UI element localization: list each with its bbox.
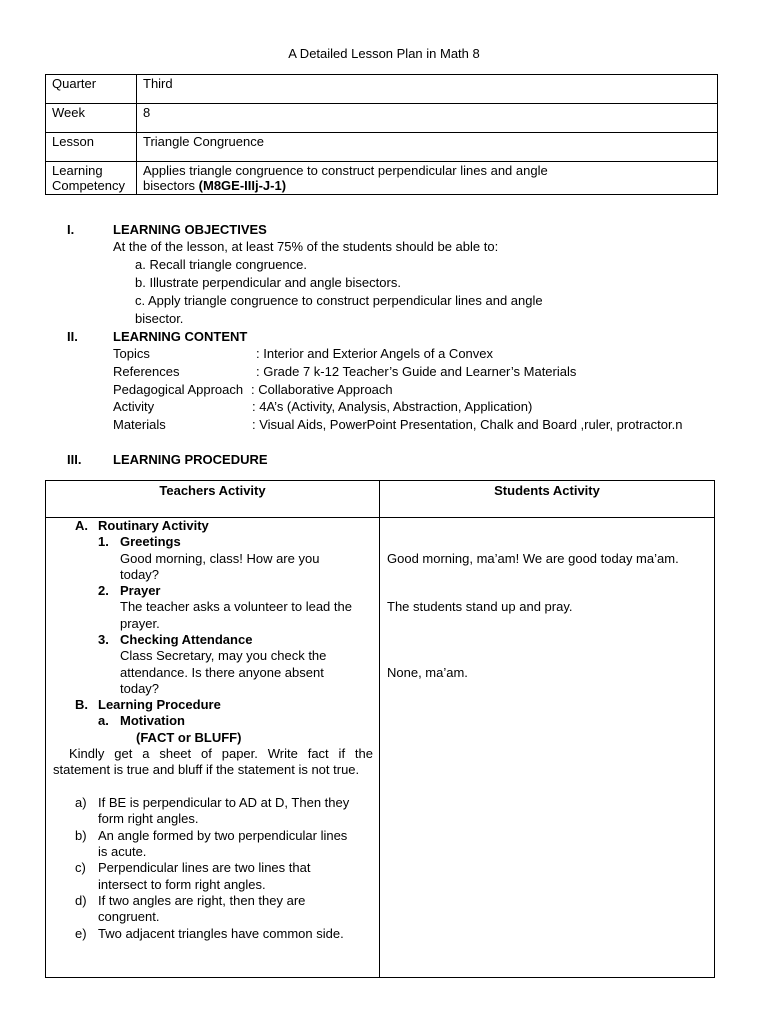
competency-label-line2: Competency: [52, 178, 125, 193]
routinary-activity-title: Routinary Activity: [98, 518, 209, 533]
lesson-label: Lesson: [46, 133, 137, 162]
motivation-instruction: Kindly get a sheet of paper. Write fact if the statement is true and bluff if the statement is not true.: [53, 746, 373, 778]
competency-label: [46, 162, 137, 195]
greetings-text-line1: Good morning, class! How are you: [120, 551, 320, 566]
statement-c-line1: Perpendicular lines are two lines that: [98, 860, 311, 875]
activity-label: Activity: [113, 399, 155, 414]
attendance-text-line3: today?: [120, 681, 160, 696]
prayer-marker: 2.: [98, 583, 109, 598]
greetings-title: Greetings: [120, 534, 181, 549]
objective-b: b. Illustrate perpendicular and angle bisectors.: [135, 275, 401, 290]
quarter-value: Third: [137, 75, 718, 104]
materials-value: : Visual Aids, PowerPoint Presentation, Chalk and Board ,ruler, protractor.n: [252, 417, 683, 432]
activity-value: : 4A’s (Activity, Analysis, Abstraction, Application): [252, 399, 533, 414]
approach-value: : Collaborative Approach: [251, 382, 393, 397]
objective-c: c. Apply triangle congruence to construct perpendicular lines and angle: [135, 293, 543, 308]
objective-c-continued: bisector.: [135, 311, 184, 326]
quarter-row: [46, 75, 718, 104]
prayer-text-line1: The teacher asks a volunteer to lead the: [120, 599, 352, 614]
procedure-table: [45, 480, 715, 978]
statement-a-line1: If BE is perpendicular to AD at D, Then they: [98, 795, 350, 810]
prayer-title: Prayer: [120, 583, 161, 598]
topics-value: : Interior and Exterior Angels of a Convex: [256, 346, 494, 361]
statement-e-line1: Two adjacent triangles have common side.: [98, 926, 344, 941]
competency-row: [46, 162, 718, 195]
references-label: References: [113, 364, 180, 379]
document-title: A Detailed Lesson Plan in Math 8: [288, 46, 480, 61]
statement-e-marker: e): [75, 926, 87, 941]
objectives-intro: At the of the lesson, at least 75% of the students should be able to:: [113, 239, 499, 254]
week-row: [46, 104, 718, 133]
attendance-text-line1: Class Secretary, may you check the: [120, 648, 327, 663]
competency-value: [137, 162, 718, 195]
routinary-marker: A.: [75, 518, 88, 533]
competency-code: (M8GE-IIIj-J-1): [198, 178, 287, 193]
topics-label: Topics: [113, 346, 150, 361]
lesson-value: Triangle Congruence: [137, 133, 718, 162]
student-prayer-response: The students stand up and pray.: [387, 599, 573, 614]
statement-a-line2: form right angles.: [98, 811, 199, 826]
week-label: Week: [46, 104, 137, 133]
procedure-number: III.: [67, 452, 82, 467]
objectives-title: LEARNING OBJECTIVES: [113, 222, 267, 237]
statement-c-marker: c): [75, 860, 86, 875]
statement-d-line1: If two angles are right, then they are: [98, 893, 306, 908]
teachers-activity-header: Teachers Activity: [159, 483, 266, 498]
learning-procedure-title: Learning Procedure: [98, 697, 221, 712]
motivation-marker: a.: [98, 713, 109, 728]
competency-text-line1: Applies triangle congruence to construct perpendicular lines and angle: [143, 163, 548, 178]
learning-procedure-marker: B.: [75, 697, 88, 712]
student-greeting-response: Good morning, ma’am! We are good today ma’am.: [387, 551, 679, 566]
statement-c-line2: intersect to form right angles.: [98, 877, 266, 892]
statement-b-marker: b): [75, 828, 87, 843]
motivation-title: Motivation: [120, 713, 185, 728]
student-attendance-response: None, ma’am.: [387, 665, 468, 680]
quarter-label: Quarter: [46, 75, 137, 104]
greetings-marker: 1.: [98, 534, 109, 549]
greetings-text-line2: today?: [120, 567, 160, 582]
column-divider: [379, 481, 380, 977]
statement-b-line1: An angle formed by two perpendicular lines: [98, 828, 348, 843]
objectives-number: I.: [67, 222, 75, 237]
attendance-title: Checking Attendance: [120, 632, 253, 647]
prayer-text-line2: prayer.: [120, 616, 160, 631]
statement-d-marker: d): [75, 893, 87, 908]
week-value: 8: [137, 104, 718, 133]
lesson-row: [46, 133, 718, 162]
attendance-marker: 3.: [98, 632, 109, 647]
content-title: LEARNING CONTENT: [113, 329, 248, 344]
procedure-title: LEARNING PROCEDURE: [113, 452, 268, 467]
statement-a-marker: a): [75, 795, 87, 810]
materials-label: Materials: [113, 417, 166, 432]
statement-d-line2: congruent.: [98, 909, 160, 924]
objective-a: a. Recall triangle congruence.: [135, 257, 307, 272]
content-number: II.: [67, 329, 78, 344]
lesson-info-table: [45, 74, 718, 195]
fact-or-bluff-title: (FACT or BLUFF): [136, 730, 242, 745]
students-activity-header: Students Activity: [494, 483, 600, 498]
references-value: : Grade 7 k-12 Teacher’s Guide and Learner’s Materials: [256, 364, 577, 379]
attendance-text-line2: attendance. Is there anyone absent: [120, 665, 324, 680]
statement-b-line2: is acute.: [98, 844, 147, 859]
competency-text-line2: bisectors: [143, 178, 196, 193]
competency-label-line1: Learning: [52, 163, 103, 178]
approach-label: Pedagogical Approach: [113, 382, 244, 397]
